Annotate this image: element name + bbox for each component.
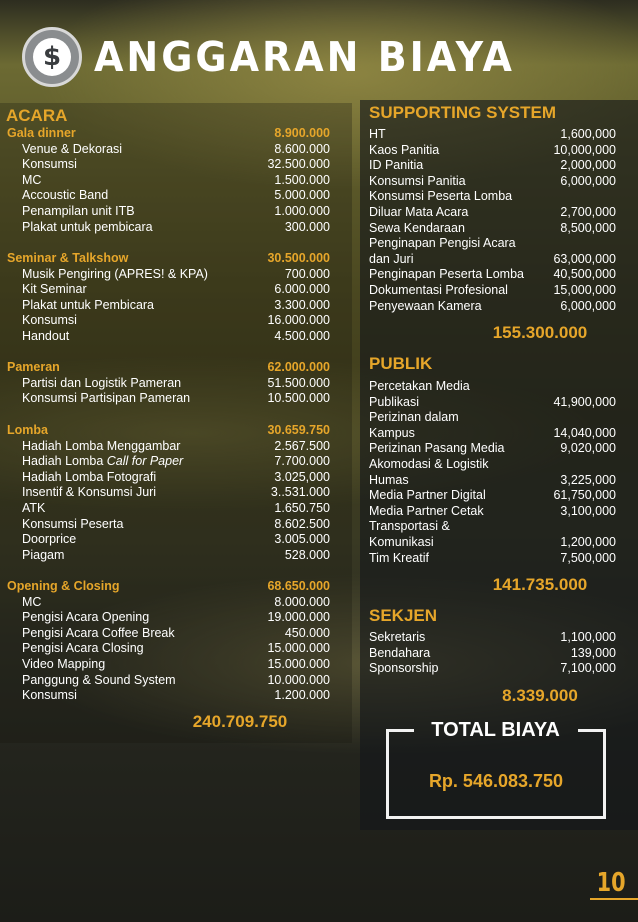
item-value: 16.000.000 <box>267 313 330 328</box>
header <box>22 27 515 87</box>
group-label: Gala dinner <box>7 126 76 140</box>
row-label: Penginapan Pengisi Acara <box>369 236 516 251</box>
item-label: Konsumsi Peserta <box>22 516 124 531</box>
row-value: 6,000,000 <box>560 298 616 313</box>
item-value: 2.567.500 <box>274 438 330 453</box>
total-biaya-label: TOTAL BIAYA <box>431 719 560 741</box>
item-label: Pengisi Acara Opening <box>22 610 150 625</box>
item-value: 528.000 <box>284 547 330 562</box>
item-label: Accoustic Band <box>22 188 109 203</box>
row-value: 3,225,000 <box>560 472 616 487</box>
item-label: Venue & Dekorasi <box>22 141 123 156</box>
item-value: 19.000.000 <box>267 610 330 625</box>
row-label: Dokumentasi Profesional <box>369 283 508 297</box>
total-biaya-value: Rp. 546.083.750 <box>428 771 564 791</box>
item-value: 15.000.000 <box>267 657 330 671</box>
row-value: 41,900,000 <box>553 394 616 409</box>
item-value: 51.500.000 <box>267 375 330 390</box>
item-label: Musik Pengiring (APRES! & KPA) <box>22 266 208 281</box>
item-label: Partisi dan Logistik Pameran <box>22 375 182 390</box>
row-label: Bendahara <box>369 645 431 660</box>
item-value: 3..531.000 <box>270 485 330 500</box>
row-value: 139,000 <box>570 645 616 660</box>
item-value: 300.000 <box>284 219 330 234</box>
item-label: MC <box>22 172 42 187</box>
row-value: 40,500,000 <box>553 267 616 282</box>
item-value: 32.500.000 <box>267 157 330 172</box>
page-number: 10 <box>596 868 626 898</box>
row-label: Kampus <box>369 425 415 440</box>
item-value: 1.200.000 <box>274 688 330 703</box>
row-value: 10,000,000 <box>553 142 616 157</box>
row-label: Komunikasi <box>369 535 434 549</box>
item-value: 10.000.000 <box>267 672 330 687</box>
item-label: Piagam <box>22 547 65 562</box>
item-label: Pengisi Acara Closing <box>22 641 144 656</box>
item-value: 8.600.000 <box>274 141 330 156</box>
row-value: 1,200,000 <box>560 535 616 549</box>
row-label: Diluar Mata Acara <box>369 205 469 219</box>
item-value: 4.500.000 <box>274 329 330 343</box>
item-value: 8.602.500 <box>274 516 330 531</box>
group-total: 68.650.000 <box>267 579 330 593</box>
group-label: Lomba <box>7 423 48 437</box>
item-label: Video Mapping <box>22 657 106 671</box>
item-value: 700.000 <box>284 266 330 281</box>
item-label: Kit Seminar <box>22 282 87 297</box>
row-label: Media Partner Digital <box>369 488 486 503</box>
item-label: Panggung & Sound System <box>22 672 176 687</box>
group-label: Seminar & Talkshow <box>7 251 129 265</box>
item-label: MC <box>22 594 42 609</box>
item-label-italic: Call for Paper <box>106 454 184 469</box>
item-value: 1.650.750 <box>274 501 330 515</box>
item-label: Konsumsi <box>22 688 77 703</box>
row-label: Perizinan dalam <box>369 410 459 425</box>
item-label: Konsumsi <box>22 157 77 172</box>
dollar-sign: $ <box>33 38 71 76</box>
publik-title: PUBLIK <box>369 354 433 373</box>
group-total: 62.000.000 <box>267 360 330 374</box>
row-label: Sponsorship <box>369 661 439 676</box>
dollar-coin-icon <box>22 27 82 87</box>
row-value: 1,100,000 <box>560 630 616 644</box>
item-value: 10.500.000 <box>267 391 330 406</box>
item-label: ATK <box>22 501 46 515</box>
row-value: 15,000,000 <box>553 283 616 297</box>
item-label: Konsumsi Partisipan Pameran <box>22 391 191 406</box>
row-value: 14,040,000 <box>553 425 616 440</box>
row-label: Publikasi <box>369 394 420 409</box>
item-value: 7.700.000 <box>274 454 330 469</box>
group-total: 30.659.750 <box>267 423 330 437</box>
item-label: Konsumsi <box>22 313 77 328</box>
item-value: 8.000.000 <box>274 594 330 609</box>
item-label: Hadiah Lomba Fotografi <box>22 469 157 484</box>
row-value: 3,100,000 <box>560 503 616 518</box>
row-label: Percetakan Media <box>369 379 470 393</box>
acara-total: 240.709.750 <box>192 712 288 731</box>
row-label: Penyewaan Kamera <box>369 298 482 313</box>
row-value: 7,500,000 <box>560 550 616 565</box>
row-label: Transportasi & <box>369 519 450 534</box>
item-value: 15.000.000 <box>267 641 330 656</box>
group-total: 8.900.000 <box>274 126 330 140</box>
item-label: Pengisi Acara Coffee Break <box>22 625 175 640</box>
row-label: Akomodasi & Logistik <box>369 457 489 471</box>
group-label: Pameran <box>7 360 60 374</box>
acara-title: ACARA <box>6 106 68 125</box>
item-label: Handout <box>22 329 70 343</box>
row-label: Humas <box>369 472 409 487</box>
item-value: 5.000.000 <box>274 188 330 203</box>
group-label: Opening & Closing <box>7 579 120 593</box>
item-label: Insentif & Konsumsi Juri <box>22 485 157 500</box>
item-value: 1.500.000 <box>274 172 330 187</box>
item-value: 3.005.000 <box>274 532 330 547</box>
row-label: Penginapan Peserta Lomba <box>369 267 524 282</box>
row-value: 2,000,000 <box>560 158 616 173</box>
item-value: 1.000.000 <box>274 204 330 218</box>
row-label: Perizinan Pasang Media <box>369 441 505 456</box>
row-label: Konsumsi Peserta Lomba <box>369 189 513 204</box>
row-label: Tim Kreatif <box>369 550 429 565</box>
group-total: 30.500.000 <box>267 251 330 265</box>
item-label: Hadiah Lomba Menggambar <box>22 438 181 453</box>
publik-total: 141.735.000 <box>492 575 588 594</box>
row-label: Sewa Kendaraan <box>369 220 465 235</box>
item-label-text: Hadiah Lomba <box>22 454 107 469</box>
row-value: 63,000,000 <box>553 251 616 266</box>
row-label: Kaos Panitia <box>369 142 440 157</box>
item-label: Plakat untuk pembicara <box>22 219 153 234</box>
row-label: ID Panitia <box>369 158 424 173</box>
sekjen-total: 8.339.000 <box>502 686 578 705</box>
item-value: 3.300.000 <box>274 297 330 312</box>
row-label: Media Partner Cetak <box>369 503 484 518</box>
item-value: 450.000 <box>284 625 330 640</box>
supporting-title: SUPPORTING SYSTEM <box>369 103 557 122</box>
page-number-underline <box>590 898 638 900</box>
row-value: 9,020,000 <box>560 441 616 456</box>
row-value: 61,750,000 <box>553 488 616 503</box>
row-label: Sekretaris <box>369 630 426 644</box>
row-value: 6,000,000 <box>560 173 616 188</box>
page-title: ANGGARAN BIAYA <box>94 33 515 81</box>
item-label: Doorprice <box>22 532 77 547</box>
row-label: Konsumsi Panitia <box>369 173 466 188</box>
row-label: dan Juri <box>369 251 414 266</box>
item-value: 3.025,000 <box>274 469 330 484</box>
row-value: 2,700,000 <box>560 205 616 219</box>
item-label: Penampilan unit ITB <box>22 204 135 218</box>
row-value: 8,500,000 <box>560 220 616 235</box>
row-value: 1,600,000 <box>560 127 616 141</box>
item-label: Plakat untuk Pembicara <box>22 297 155 312</box>
item-value: 6.000.000 <box>274 282 330 297</box>
row-value: 7,100,000 <box>560 661 616 676</box>
supporting-total: 155.300.000 <box>492 323 588 342</box>
sekjen-title: SEKJEN <box>369 606 438 625</box>
row-label: HT <box>369 127 386 141</box>
item-label <box>22 453 183 469</box>
